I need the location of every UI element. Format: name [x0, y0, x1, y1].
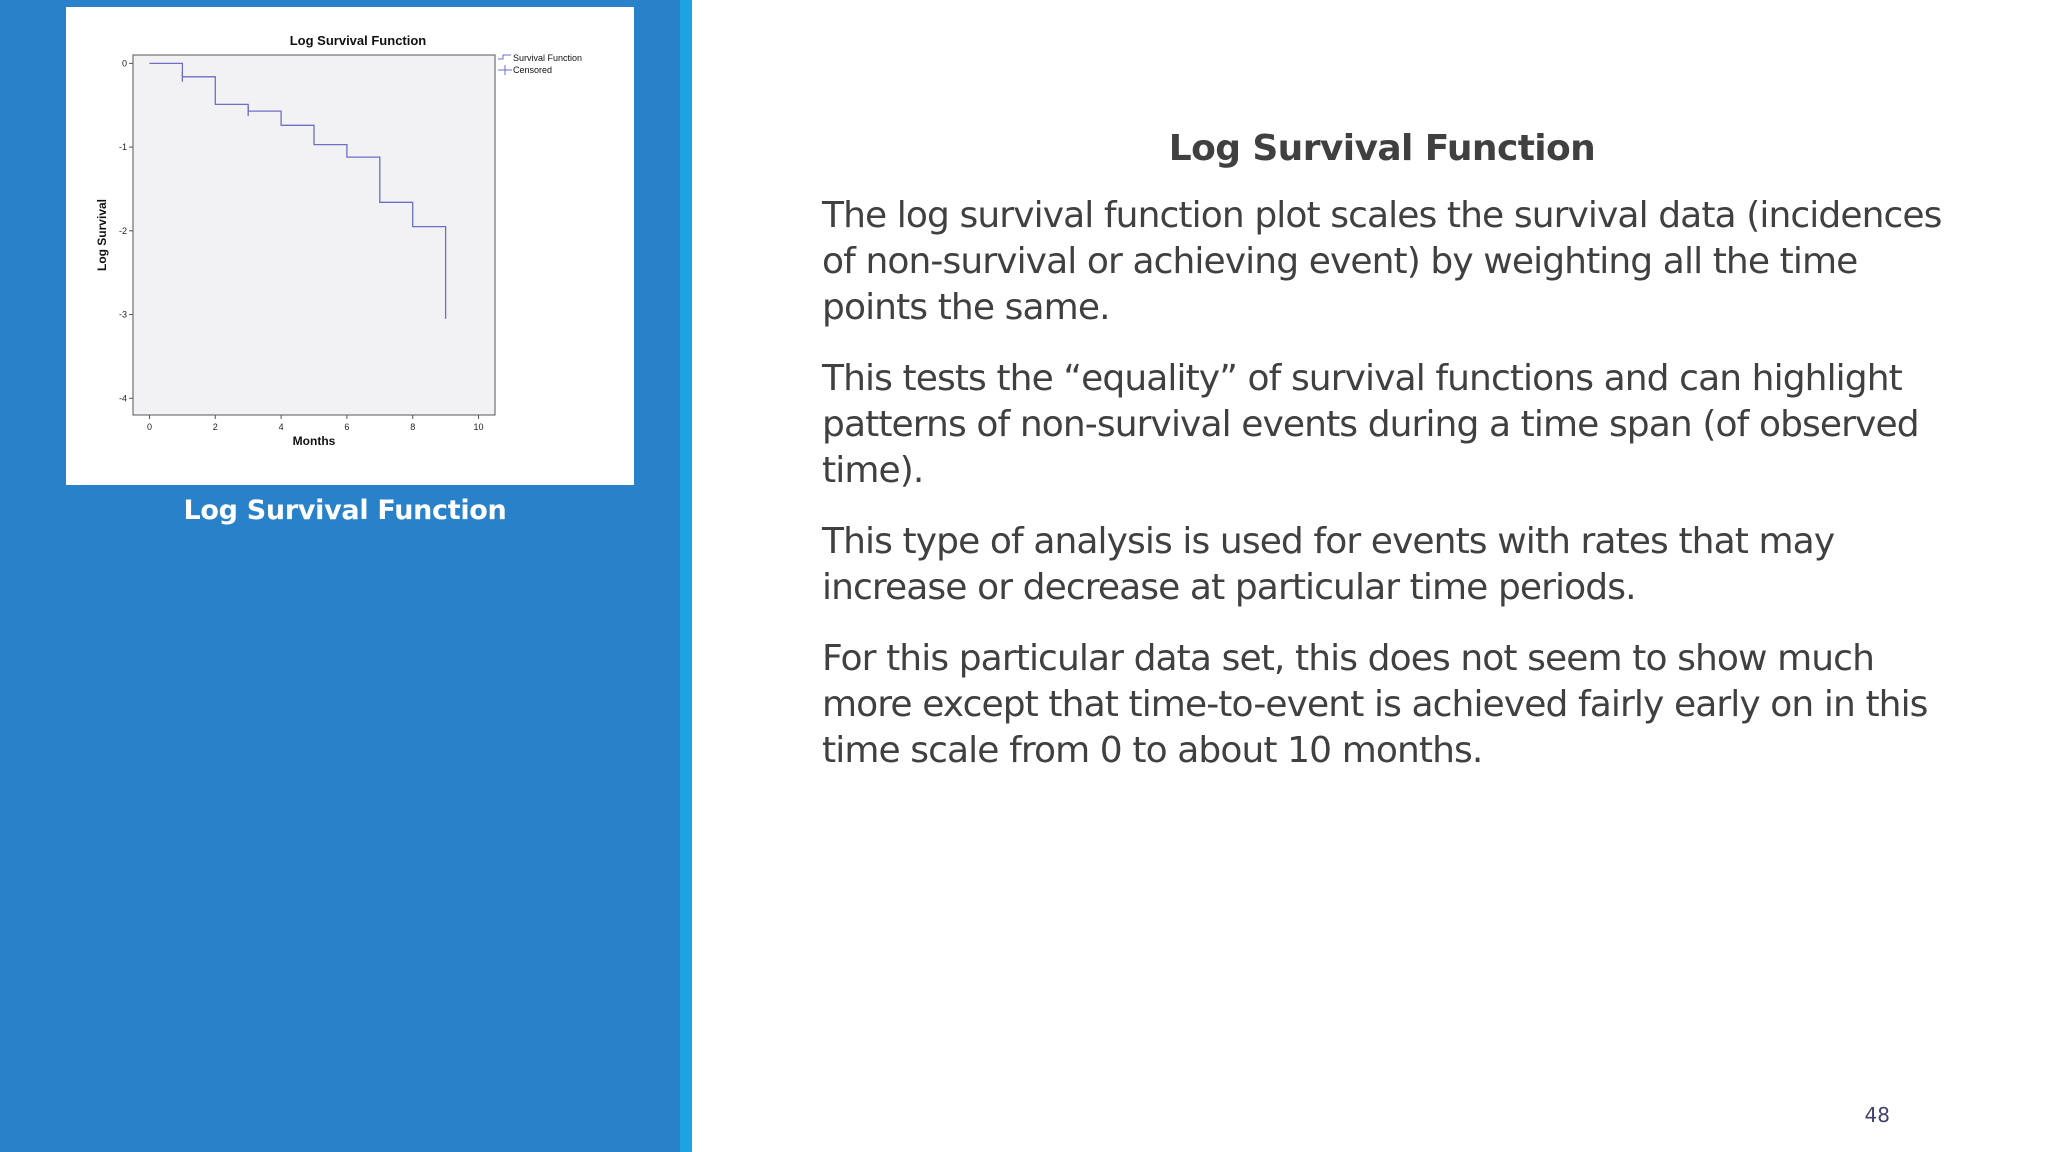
legend-survival-label: Survival Function	[513, 53, 583, 63]
x-tick-label: 6	[344, 422, 350, 432]
y-axis-label: Log Survival	[95, 198, 109, 272]
chart-figure	[66, 7, 634, 485]
legend-censored-label: Censored	[513, 65, 553, 75]
y-tick-label: -3	[118, 309, 127, 320]
log-survival-chart	[66, 7, 634, 485]
y-tick-label: -4	[118, 393, 127, 404]
paragraph-4: For this particular data set, this does not seem to show much more except that time-to-event is achieved fairly early on in this time scale from 0 to about 10 months.	[822, 638, 1928, 771]
page-number: 48	[1864, 1103, 1890, 1127]
paragraph-1: The log survival function plot scales the survival data (incidences of non-survival or achieving event) by weighting all the time points the same.	[822, 195, 1942, 328]
y-tick-label: -2	[118, 225, 127, 236]
chart-title: Log Survival Function	[289, 33, 427, 48]
accent-stripe	[680, 0, 692, 1152]
plot-area	[133, 55, 495, 415]
x-tick-label: 2	[212, 422, 218, 432]
x-tick-label: 4	[278, 422, 284, 432]
legend-survival-swatch	[498, 55, 511, 59]
x-tick-label: 8	[410, 422, 416, 432]
x-axis-label: Months	[292, 434, 336, 448]
content-block	[822, 128, 1962, 799]
chart-legend	[498, 53, 582, 75]
y-tick-label: -1	[118, 142, 127, 153]
y-tick-label: 0	[121, 58, 127, 69]
x-tick-label: 10	[473, 422, 484, 432]
x-tick-label: 0	[146, 422, 152, 432]
content-title: Log Survival Function	[1168, 128, 1596, 169]
paragraph-3: This type of analysis is used for events with rates that may increase or decrease at particular time periods.	[822, 521, 1835, 608]
figure-caption: Log Survival Function	[183, 495, 507, 526]
paragraph-2: This tests the “equality” of survival functions and can highlight patterns of non-survival events during a time span (of observed time).	[822, 358, 1919, 491]
